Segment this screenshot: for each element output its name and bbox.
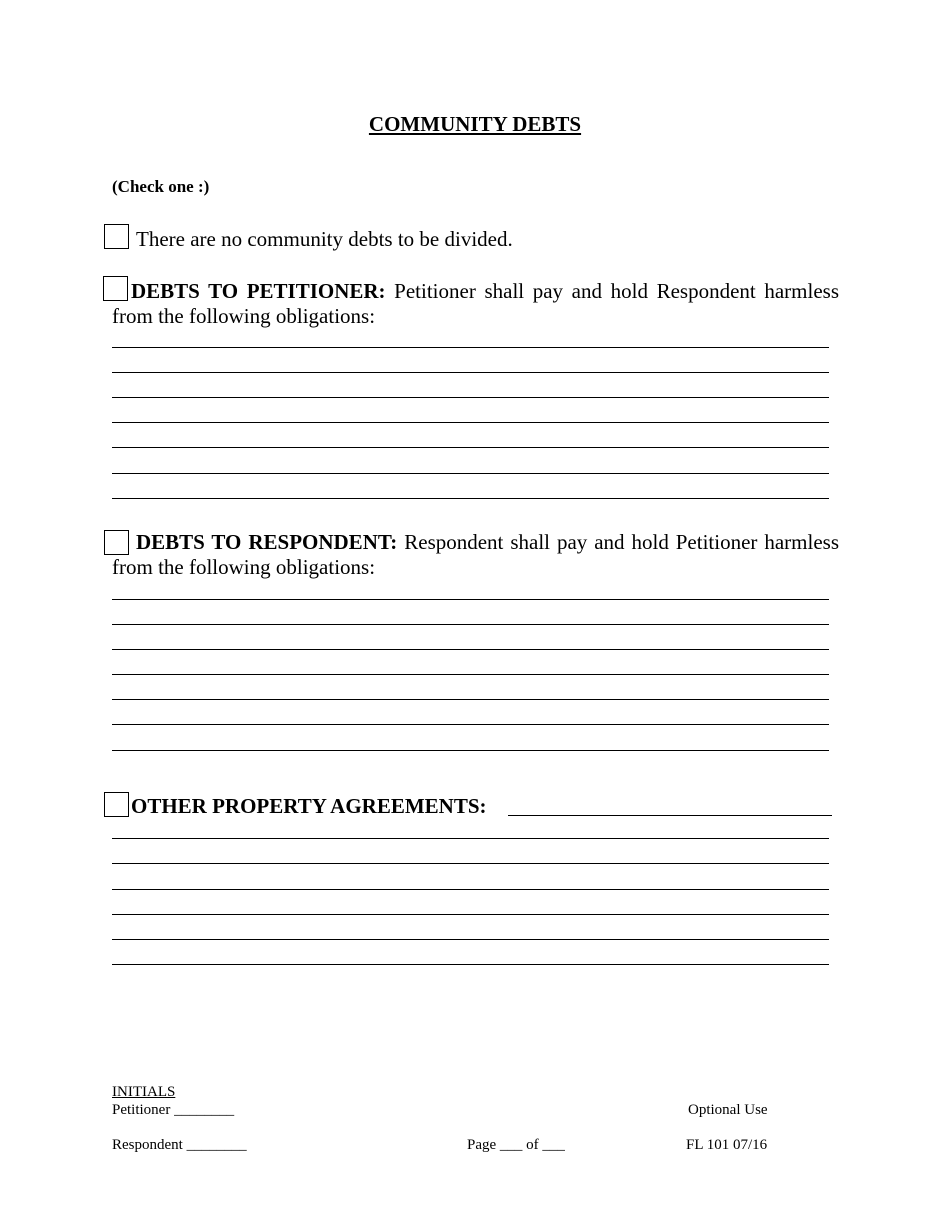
petitioner-debts-heading: DEBTS TO PETITIONER: — [131, 279, 386, 303]
other-agreements-line[interactable] — [112, 939, 829, 940]
respondent-debts-text: Respondent shall pay and hold Petitioner harmless from the following obligations: — [112, 530, 840, 579]
petitioner-debts-line[interactable] — [112, 473, 829, 474]
petitioner-debts-line[interactable] — [112, 397, 829, 398]
respondent-debts-line[interactable] — [112, 649, 829, 650]
respondent-debts-line[interactable] — [112, 624, 829, 625]
instruction-text: (Check one :) — [112, 177, 210, 196]
no-debts-text: There are no community debts to be divided. — [136, 227, 513, 251]
page-number: Page ___ of ___ — [467, 1137, 565, 1153]
petitioner-debts-line[interactable] — [112, 447, 829, 448]
petitioner-debts-line[interactable] — [112, 372, 829, 373]
respondent-debts-line[interactable] — [112, 599, 829, 600]
other-agreements-inline-line[interactable] — [508, 815, 832, 816]
optional-use-label: Optional Use — [688, 1102, 768, 1118]
other-agreements-line[interactable] — [112, 914, 829, 915]
petitioner-debts-line[interactable] — [112, 498, 829, 499]
other-agreements-line[interactable] — [112, 838, 829, 839]
other-agreements-heading: OTHER PROPERTY AGREEMENTS: — [131, 794, 487, 818]
respondent-initials[interactable]: Respondent ________ — [112, 1137, 247, 1153]
respondent-debts-heading: DEBTS TO RESPONDENT: — [136, 530, 398, 554]
other-agreements-checkbox[interactable] — [104, 792, 129, 817]
respondent-debts-paragraph — [112, 530, 839, 580]
petitioner-debts-line[interactable] — [112, 347, 829, 348]
petitioner-initials[interactable]: Petitioner ________ — [112, 1102, 235, 1118]
petitioner-debts-line[interactable] — [112, 422, 829, 423]
initials-heading: INITIALS — [112, 1084, 176, 1100]
respondent-debts-line[interactable] — [112, 750, 829, 751]
respondent-debts-line[interactable] — [112, 699, 829, 700]
other-agreements-line[interactable] — [112, 889, 829, 890]
page-title: COMMUNITY DEBTS — [368, 112, 582, 136]
form-id: FL 101 07/16 — [686, 1137, 768, 1153]
other-agreements-line[interactable] — [112, 863, 829, 864]
no-debts-checkbox[interactable] — [104, 224, 129, 249]
respondent-debts-line[interactable] — [112, 674, 829, 675]
other-agreements-line[interactable] — [112, 964, 829, 965]
petitioner-debts-paragraph — [112, 279, 839, 329]
petitioner-debts-text: Petitioner shall pay and hold Respondent harmless from the following obligations: — [112, 279, 840, 328]
respondent-debts-line[interactable] — [112, 724, 829, 725]
